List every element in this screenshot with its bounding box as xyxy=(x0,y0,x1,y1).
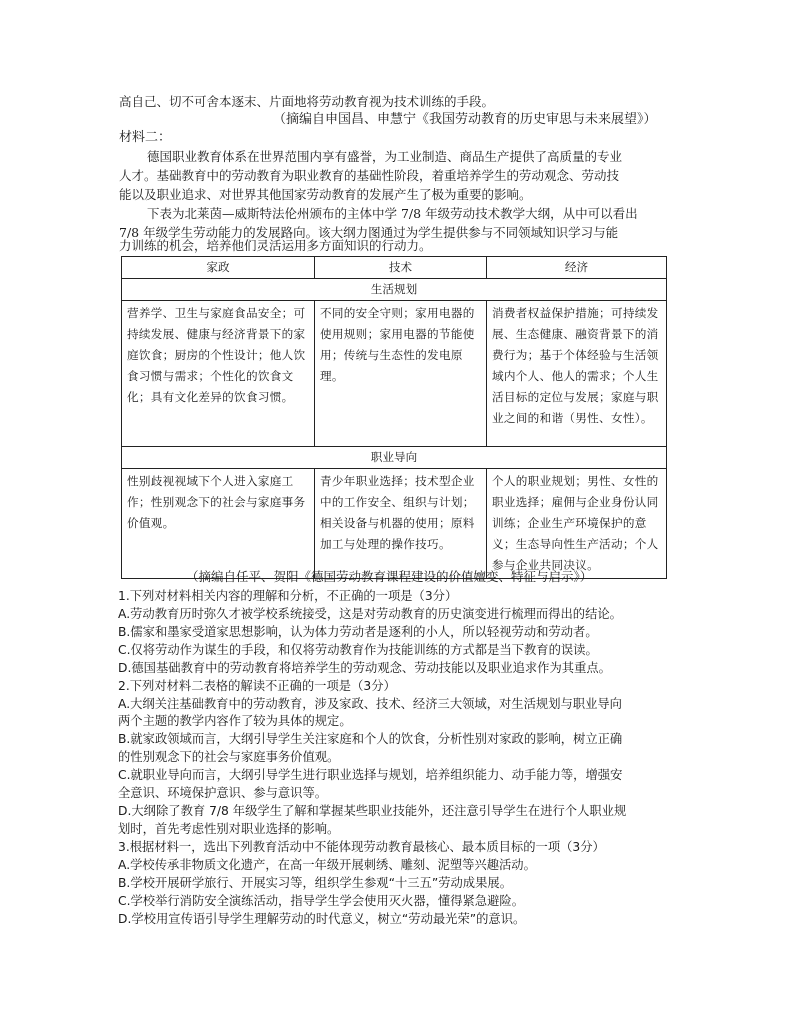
material2-p1-line1: 德国职业教育体系在世界范围内享有盛誉，为工业制造、商品生产提供了高质量的专业 xyxy=(147,149,623,164)
question-1-stem: 1.下列对材料相关内容的理解和分析，不正确的一项是（3分） xyxy=(118,589,458,603)
header-home-economics: 家政 xyxy=(122,257,315,279)
table-row xyxy=(122,469,667,579)
cell-career-home: 性别歧视视域下个人进入家庭工作；性别观念下的社会与家庭事务价值观。 xyxy=(122,469,315,579)
material2-p1-line2: 人才。基础教育中的劳动教育为职业教育的基础性阶段，着重培养学生的劳动观念、劳动技 xyxy=(119,168,620,183)
curriculum-table xyxy=(121,256,667,579)
q2-option-c-line1: C.就职业导向而言，大纲引导学生进行职业选择与规划，培养组织能力、动手能力等，增强安 xyxy=(118,768,623,782)
q3-option-d: D.学校用宣传语引导学生理解劳动的时代意义，树立“劳动最光荣”的意识。 xyxy=(118,912,526,926)
question-2-stem: 2.下列对材料二表格的解读不正确的一项是（3分） xyxy=(118,679,396,693)
table-section-row xyxy=(122,447,667,469)
material2-p2-line3: 力训练的机会，培养他们灵活运用多方面知识的行动力。 xyxy=(119,238,432,253)
question-3-stem: 3.根据材料一，选出下列教育活动中不能体现劳动教育最核心、最本质目标的一项（3分） xyxy=(118,840,605,854)
citation-1: （摘编自申国昌、申慧宁《我国劳动教育的历史审思与未来展望》） xyxy=(273,112,657,127)
material2-label: 材料二： xyxy=(119,130,172,145)
material2-p1-line3: 能以及职业追求、对世界其他国家劳动教育的发展产生了极为重要的影响。 xyxy=(119,187,532,202)
q1-option-a: A.劳动教育历时弥久才被学校系统接受，这是对劳动教育的历史演变进行梳理而得出的结论。 xyxy=(118,607,622,621)
q2-option-b-line2: 的性别观念下的社会与家庭事务价值观。 xyxy=(118,750,340,764)
header-technology: 技术 xyxy=(315,257,487,279)
q2-option-a-line1: A.大纲关注基础教育中的劳动教育，涉及家政、技术、经济三大领域，对生活规划与职业导向 xyxy=(118,697,622,711)
section-life-planning: 生活规划 xyxy=(122,279,667,301)
q2-option-a-line2: 两个主题的教学内容作了较为具体的规定。 xyxy=(118,714,352,728)
cell-career-econ: 个人的职业规划；男性、女性的职业选择；雇佣与企业身份认同训练；企业生产环境保护的意义；生态导向性生产活动；个人参与企业共同决议。 xyxy=(487,469,667,579)
table-section-row xyxy=(122,279,667,301)
material2-p2-line2: 7/8 年级学生劳动能力的发展路向。该大纲力图通过为学生提供参与不同领域知识学习与能 xyxy=(119,225,619,240)
cell-life-econ: 消费者权益保护措施；可持续发展、生态健康、融资背景下的消费行为；基于个体经验与生活领域内个人、他人的需求；个人生活目标的定位与发展；家庭与职业之间的和谐（男性、女性）。 xyxy=(487,301,667,447)
table-row xyxy=(122,301,667,447)
cell-life-tech: 不同的安全守则；家用电器的使用规则；家用电器的节能使用；传统与生态性的发电原理。 xyxy=(315,301,487,447)
cell-career-tech: 青少年职业选择；技术型企业中的工作安全、组织与计划；相关设备与机器的使用；原料加工与处理的操作技巧。 xyxy=(315,469,487,579)
q1-option-c: C.仅将劳动作为谋生的手段，和仅将劳动教育作为技能训练的方式都是当下教育的误读。 xyxy=(118,643,598,657)
header-economics: 经济 xyxy=(487,257,667,279)
section-career-orientation: 职业导向 xyxy=(122,447,667,469)
table-header-row xyxy=(122,257,667,279)
material2-p2-line1: 下表为北莱茵—威斯特法伦州颁布的主体中学 7/8 年级劳动技术教学大纲，从中可以看出 xyxy=(147,206,638,221)
q1-option-d: D.德国基础教育中的劳动教育将培养学生的劳动观念、劳动技能以及职业追求作为其重点。 xyxy=(118,661,611,675)
q3-option-a: A.学校传承非物质文化遗产，在高一年级开展刺绣、雕刻、泥塑等兴趣活动。 xyxy=(118,858,536,872)
q2-option-c-line2: 全意识、环境保护意识、参与意识等。 xyxy=(118,786,328,800)
q3-option-c: C.学校举行消防安全演练活动，指导学生学会使用灭火器，懂得紧急避险。 xyxy=(118,894,524,908)
q1-option-b: B.儒家和墨家受道家思想影响，认为体力劳动者是逐利的小人，所以轻视劳动和劳动者。 xyxy=(118,625,598,639)
q2-option-d-line2: 划时，首先考虑性别对职业选择的影响。 xyxy=(118,822,340,836)
cell-life-home: 营养学、卫生与家庭食品安全；可持续发展、健康与经济背景下的家庭饮食；厨房的个性设计；他人饮食习惯与需求；个性化的饮食文化；具有文化差异的饮食习惯。 xyxy=(122,301,315,447)
q2-option-b-line1: B.就家政领域而言，大纲引导学生关注家庭和个人的饮食，分析性别对家政的影响，树立正确 xyxy=(118,732,623,746)
citation-2: （摘编自任平、贺阳《德国劳动教育课程建设的价值嬗变、特征与启示》） xyxy=(186,569,593,584)
material1-tail: 高自己、切不可舍本逐末、片面地将劳动教育视为技术训练的手段。 xyxy=(119,94,495,109)
q3-option-b: B.学校开展研学旅行、开展实习等，组织学生参观“十三五”劳动成果展。 xyxy=(118,876,512,890)
q2-option-d-line1: D.大纲除了教育 7/8 年级学生了解和掌握某些职业技能外，还注意引导学生在进行个人职业规 xyxy=(118,804,627,818)
